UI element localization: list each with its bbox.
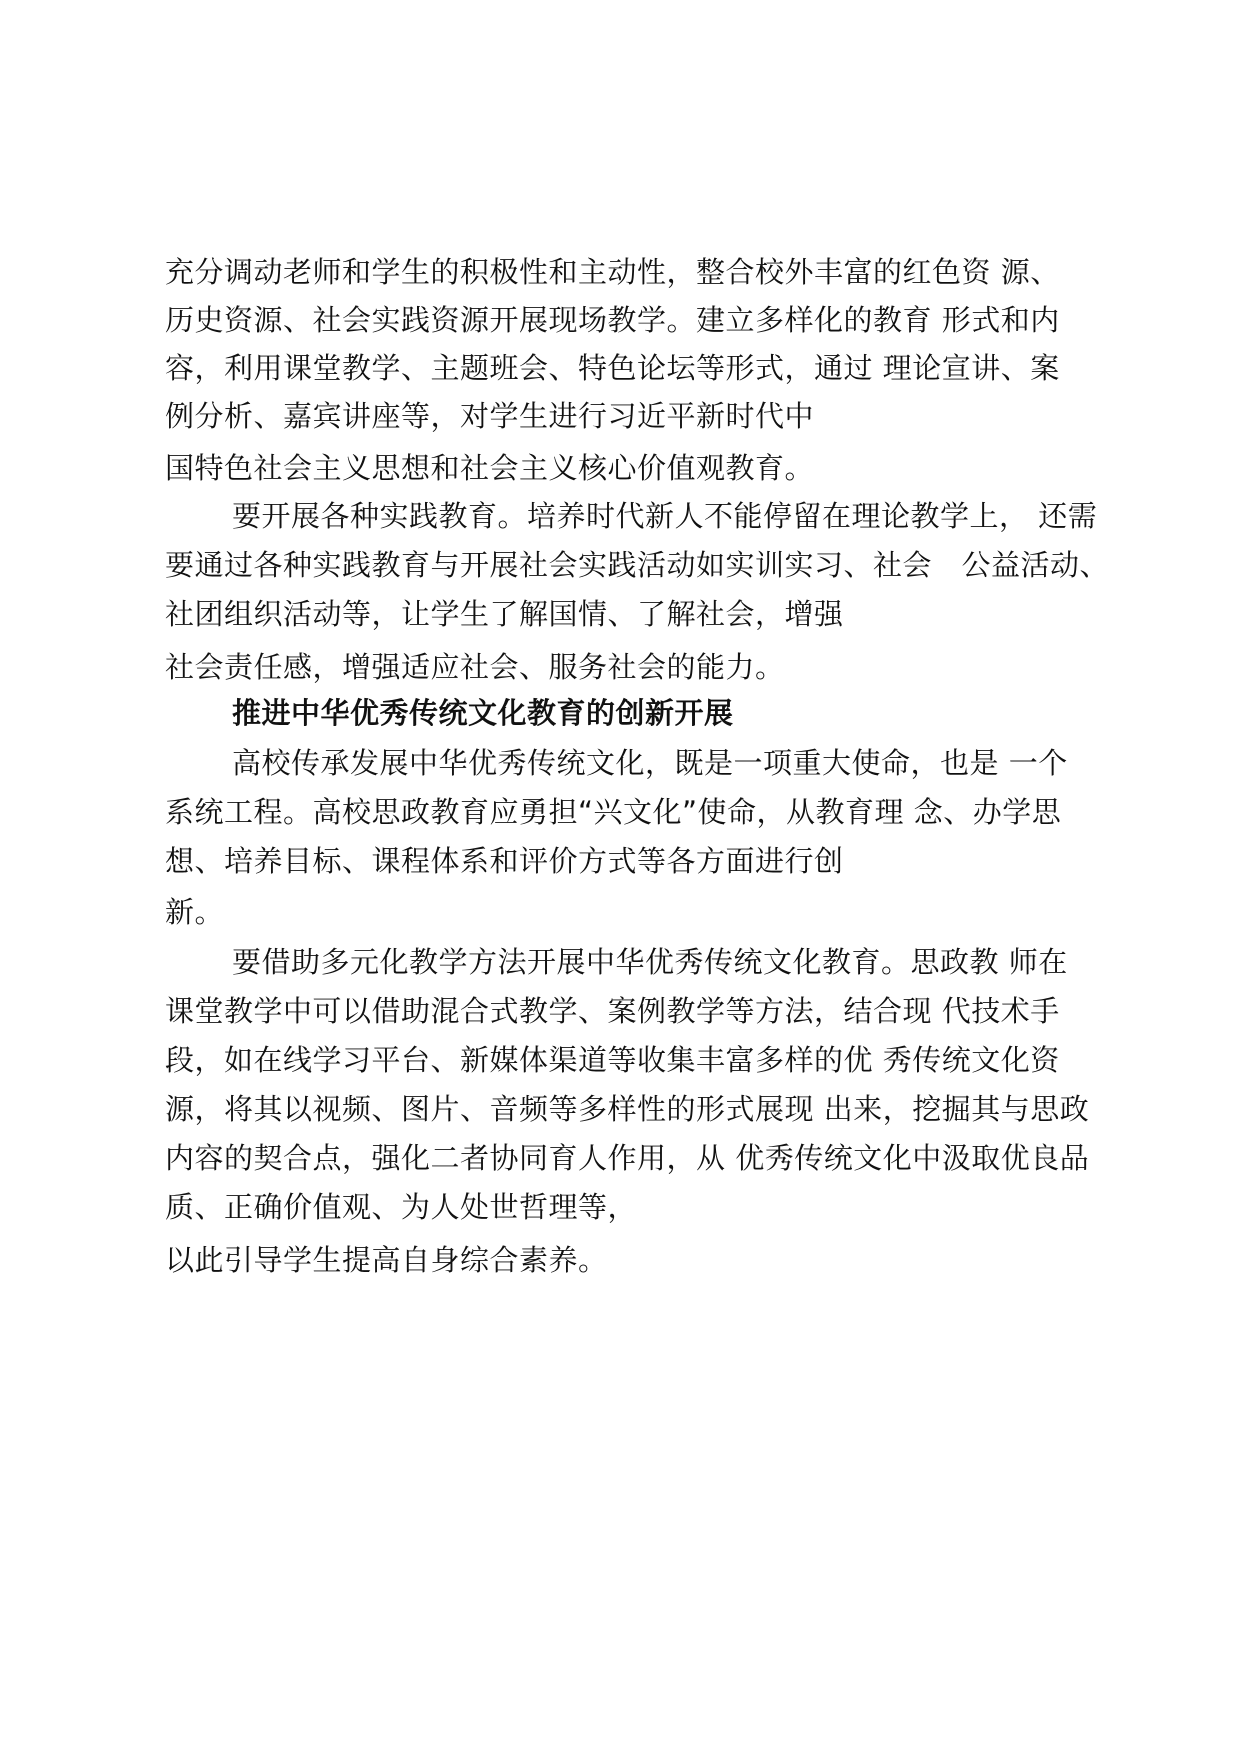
text-line: 社会责任感，增强适应社会、服务社会的能力。 — [165, 650, 785, 684]
paragraph-first-line: 高校传承发展中华优秀传统文化，既是一项重大使命，也是 一个 — [232, 746, 1068, 780]
text-line: 国特色社会主义思想和社会主义核心价值观教育。 — [165, 451, 815, 485]
text-line: 容，利用课堂教学、主题班会、特色论坛等形式，通过 理论宣讲、案 — [165, 351, 1060, 385]
text-line: 要通过各种实践教育与开展社会实践活动如实训实习、社会 公益活动、 — [165, 548, 1110, 582]
section-heading: 推进中华优秀传统文化教育的创新开展 — [232, 696, 734, 730]
text-line: 质、正确价值观、为人处世哲理等， — [165, 1190, 638, 1224]
text-line: 社团组织活动等，让学生了解国情、了解社会，增强 — [165, 597, 844, 631]
text-line: 充分调动老师和学生的积极性和主动性，整合校外丰富的红色资 源、 — [165, 255, 1060, 289]
text-line: 想、培养目标、课程体系和评价方式等各方面进行创 — [165, 844, 844, 878]
text-line: 课堂教学中可以借助混合式教学、案例教学等方法，结合现 代技术手 — [165, 994, 1060, 1028]
paragraph-first-line: 要开展各种实践教育。培养时代新人不能停留在理论教学上， 还需 — [232, 499, 1098, 533]
paragraph-first-line: 要借助多元化教学方法开展中华优秀传统文化教育。思政教 师在 — [232, 945, 1068, 979]
text-line: 新。 — [165, 895, 225, 929]
text-line: 以此引导学生提高自身综合素养。 — [165, 1243, 608, 1277]
text-line: 例分析、嘉宾讲座等，对学生进行习近平新时代中 — [165, 399, 815, 433]
text-line: 历史资源、社会实践资源开展现场教学。建立多样化的教育 形式和内 — [165, 303, 1060, 337]
text-line: 系统工程。高校思政教育应勇担“兴文化”使命，从教育理 念、办学思 — [165, 795, 1062, 829]
text-line: 源，将其以视频、图片、音频等多样性的形式展现 出来，挖掘其与思政 — [165, 1092, 1090, 1126]
text-line: 内容的契合点，强化二者协同育人作用，从 优秀传统文化中汲取优良品 — [165, 1141, 1090, 1175]
text-line: 段，如在线学习平台、新媒体渠道等收集丰富多样的优 秀传统文化资 — [165, 1043, 1060, 1077]
